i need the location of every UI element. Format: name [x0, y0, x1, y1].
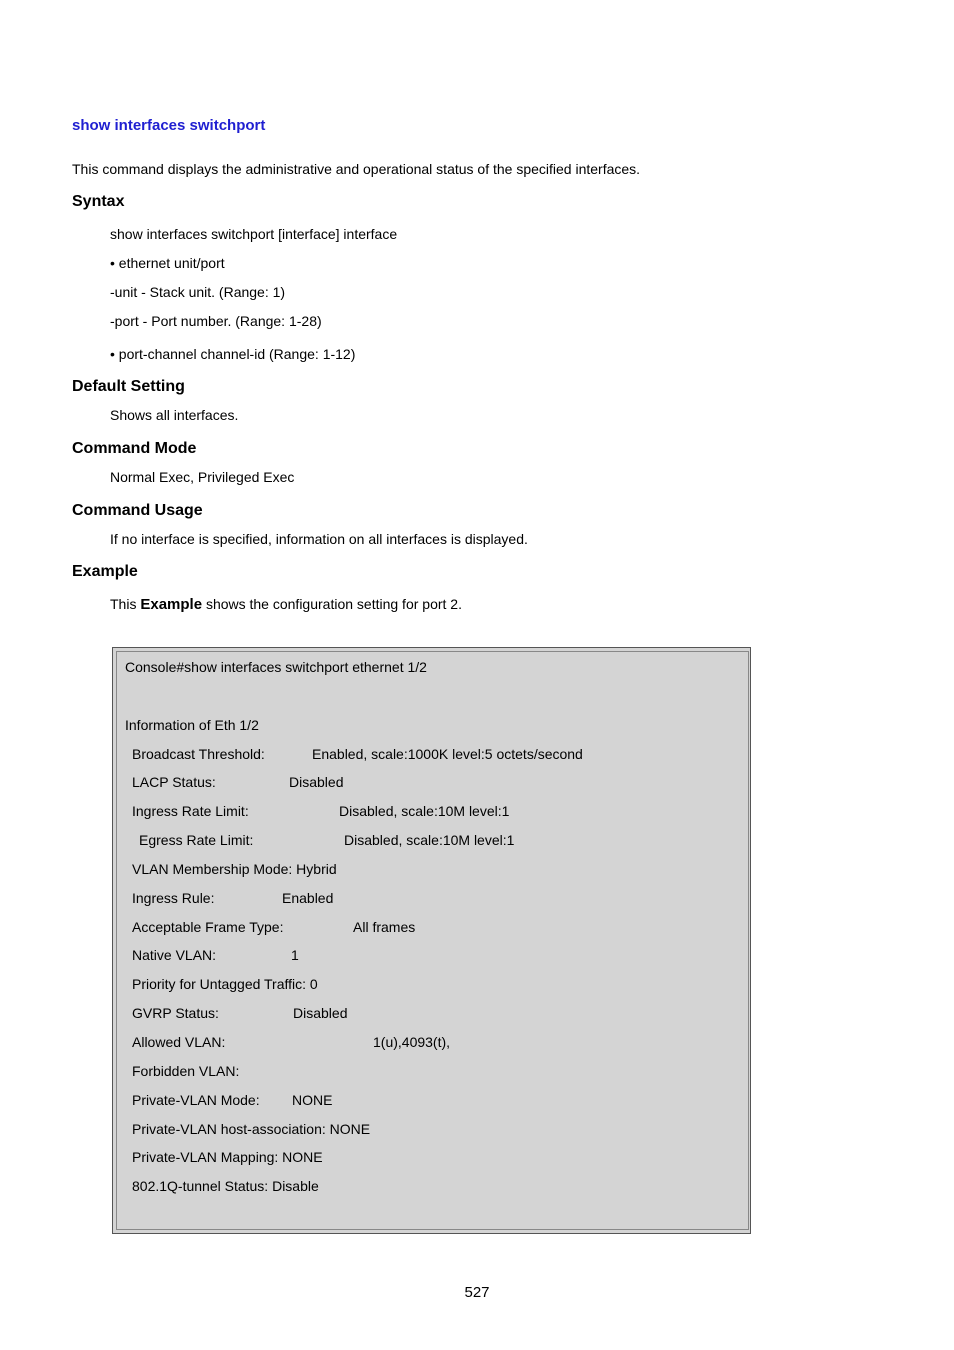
console-row-label: Private-VLAN Mapping: NONE — [132, 1149, 323, 1165]
command-usage-text: If no interface is specified, information on all interfaces is displayed. — [110, 531, 528, 547]
console-row-label: Acceptable Frame Type: — [132, 919, 284, 935]
console-row-value: 1(u),4093(t), — [373, 1034, 451, 1050]
console-output-inner — [116, 651, 749, 1230]
example-intro-suffix: shows the configuration setting for port 2. — [205, 596, 462, 612]
console-row-label: Egress Rate Limit: — [139, 832, 254, 848]
console-row-label: Native VLAN: — [132, 947, 217, 963]
console-output-box — [112, 647, 751, 1234]
console-row-value: Disabled — [289, 774, 344, 790]
console-row-label: Allowed VLAN: — [132, 1034, 226, 1050]
console-row-label: Forbidden VLAN: — [132, 1063, 240, 1079]
console-row-value: 1 — [291, 947, 299, 963]
example-intro-prefix: This — [110, 596, 137, 612]
command-description: This command displays the administrative and operational status of the specified interfaces. — [72, 161, 641, 177]
default-setting-heading: Default Setting — [72, 378, 185, 395]
console-row-label: GVRP Status: — [132, 1005, 219, 1021]
console-row-label: Ingress Rule: — [132, 890, 215, 906]
console-command-line: Console#show interfaces switchport ethernet 1/2 — [125, 659, 427, 675]
console-row-value: NONE — [292, 1092, 333, 1108]
default-setting-text: Shows all interfaces. — [110, 407, 239, 423]
page-number: 527 — [464, 1284, 490, 1301]
command-usage-heading: Command Usage — [72, 502, 203, 519]
console-row-value: Enabled — [282, 890, 334, 906]
command-mode-heading: Command Mode — [72, 440, 197, 457]
syntax-param-port: -port - Port number. (Range: 1-28) — [110, 313, 322, 329]
console-row-value: All frames — [353, 919, 416, 935]
console-row-value: Disabled — [293, 1005, 348, 1021]
console-row-label: Ingress Rate Limit: — [132, 803, 249, 819]
syntax-line: show interfaces switchport [interface] interface — [110, 226, 398, 242]
syntax-option-port-channel: • port-channel channel-id (Range: 1-12) — [110, 346, 356, 362]
console-row-label: 802.1Q-tunnel Status: Disable — [132, 1178, 319, 1194]
console-row-label: Private-VLAN host-association: NONE — [132, 1121, 371, 1137]
console-row-value: Disabled, scale:10M level:1 — [339, 803, 510, 819]
command-title: show interfaces switchport — [72, 117, 266, 134]
console-row-label: Priority for Untagged Traffic: 0 — [132, 976, 318, 992]
command-mode-text: Normal Exec, Privileged Exec — [110, 469, 295, 485]
console-row-label: Private-VLAN Mode: — [132, 1092, 260, 1108]
example-intro-emphasis: Example — [140, 596, 203, 613]
example-intro — [110, 596, 462, 613]
syntax-heading: Syntax — [72, 193, 125, 210]
console-row-label: Broadcast Threshold: — [132, 746, 265, 762]
example-heading: Example — [72, 563, 138, 580]
console-row-value: Enabled, scale:1000K level:5 octets/second — [312, 746, 583, 762]
syntax-param-unit: -unit - Stack unit. (Range: 1) — [110, 284, 286, 300]
console-row-value: Disabled, scale:10M level:1 — [344, 832, 515, 848]
console-info-header: Information of Eth 1/2 — [125, 717, 259, 733]
syntax-option-ethernet: • ethernet unit/port — [110, 255, 225, 271]
console-row-label: LACP Status: — [132, 774, 216, 790]
console-row-label: VLAN Membership Mode: Hybrid — [132, 861, 337, 877]
